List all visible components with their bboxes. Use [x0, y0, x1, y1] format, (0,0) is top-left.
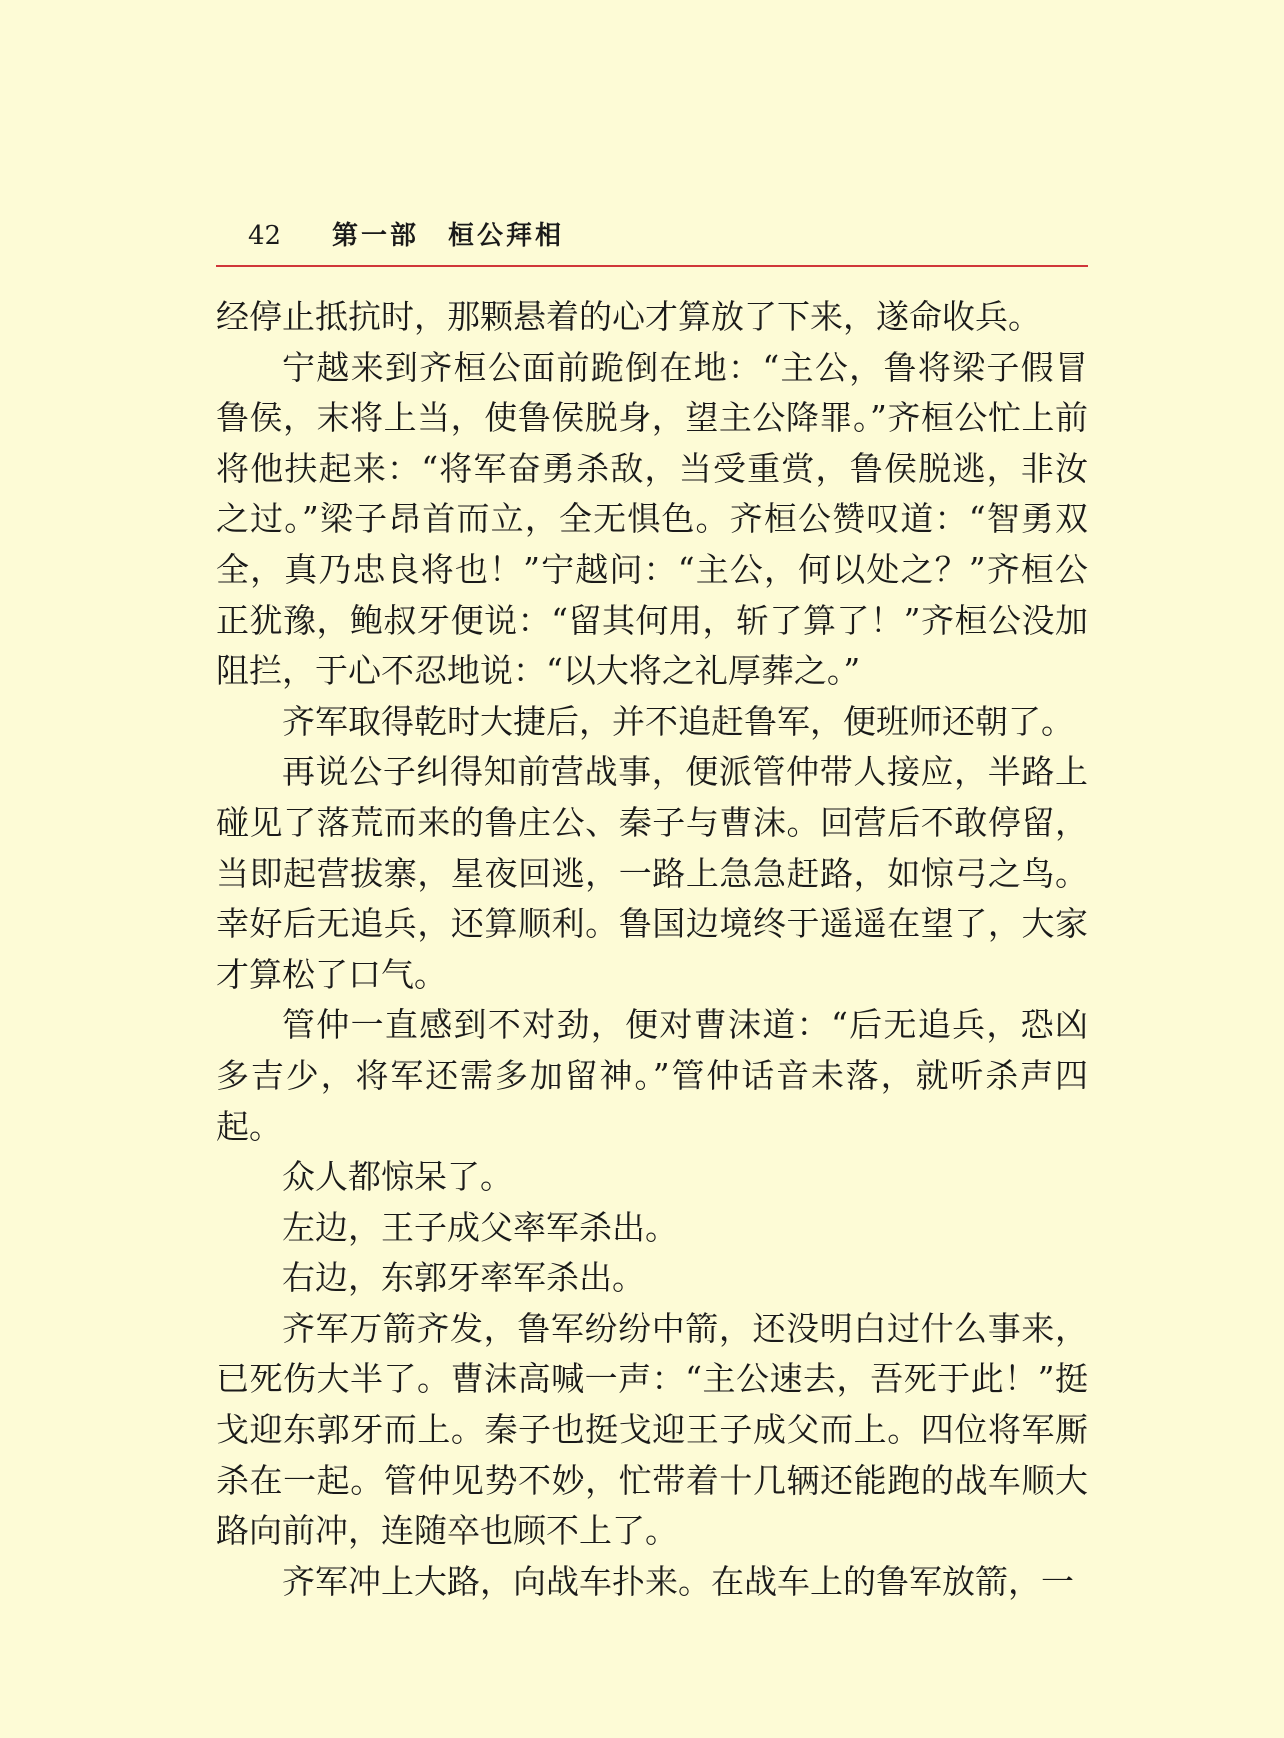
body-text	[216, 292, 1088, 1607]
paragraph: 宁越来到齐桓公面前跪倒在地：“主公，鲁将梁子假冒鲁侯，末将上当，使鲁侯脱身，望主公降罪。”齐桓公忙上前将他扶起来：“将军奋勇杀敌，当受重赏，鲁侯脱逃，非汝之过。”梁子昂首而立，全无惧色。齐桓公赞叹道：“智勇双全，真乃忠良将也！”宁越问：“主公，何以处之？”齐桓公正犹豫，鲍叔牙便说：“留其何用，斩了算了！”齐桓公没加阻拦，于心不忍地说：“以大将之礼厚葬之。”	[216, 347, 1088, 691]
paragraph: 齐军取得乾时大捷后，并不追赶鲁军，便班师还朝了。	[282, 701, 1074, 741]
paragraph: 再说公子纠得知前营战事，便派管仲带人接应，半路上碰见了落荒而来的鲁庄公、秦子与曹沫。回营后不敢停留，当即起营拔寨，星夜回逃，一路上急急赶路，如惊弓之鸟。幸好后无追兵，还算顺利。鲁国边境终于遥遥在望了，大家才算松了口气。	[216, 752, 1088, 994]
paragraph: 管仲一直感到不对劲，便对曹沫道：“后无追兵，恐凶多吉少，将军还需多加留神。”管仲话音未落，就听杀声四起。	[216, 1005, 1088, 1146]
header-rule	[216, 265, 1088, 267]
paragraph: 齐军冲上大路，向战车扑来。在战车上的鲁军放箭，一	[282, 1561, 1074, 1601]
paragraph: 经停止抵抗时，那颗悬着的心才算放了下来，遂命收兵。	[216, 297, 1041, 336]
paragraph: 众人都惊呆了。	[282, 1157, 513, 1197]
paragraph: 左边，王子成父率军杀出。	[282, 1207, 678, 1247]
paragraph: 齐军万箭齐发，鲁军纷纷中箭，还没明白过什么事来，已死伤大半了。曹沫高喊一声：“主公速去，吾死于此！”挺戈迎东郭牙而上。秦子也挺戈迎王子成父而上。四位将军厮杀在一起。管仲见势不妙，忙带着十几辆还能跑的战车顺大路向前冲，连随卒也顾不上了。	[216, 1308, 1088, 1551]
page-header	[216, 216, 1088, 256]
page-number: 42	[248, 221, 282, 251]
paragraph: 右边，东郭牙率军杀出。	[282, 1258, 645, 1298]
running-head: 第一部 桓公拜相	[332, 221, 565, 251]
